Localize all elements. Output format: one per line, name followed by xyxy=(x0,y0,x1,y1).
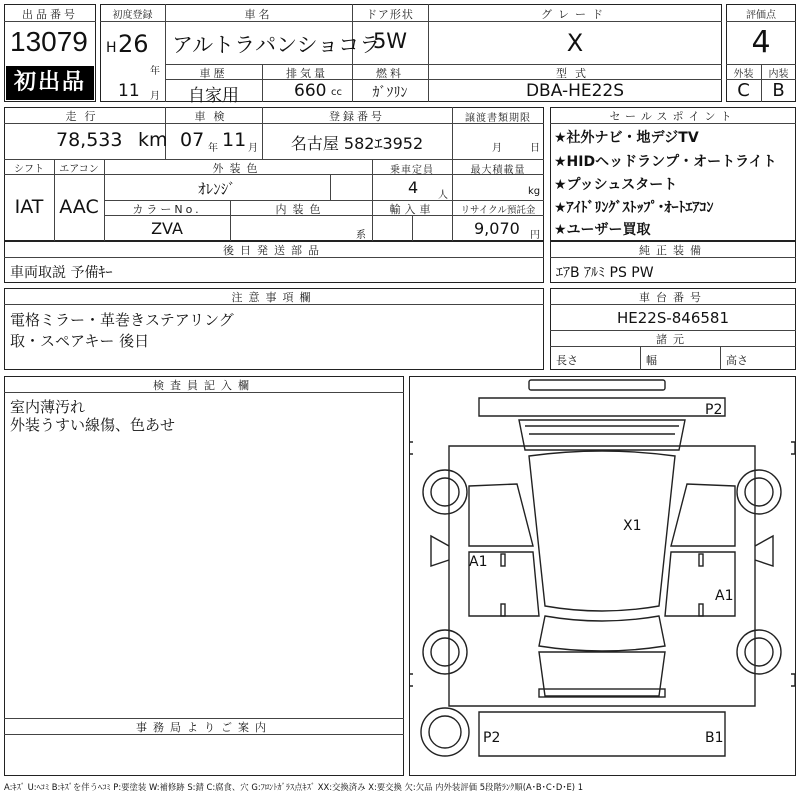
sales-point-4: ★ｱｲﾄﾞﾘﾝｸﾞｽﾄｯﾌﾟ･ｵｰﾄｴｱｺﾝ xyxy=(554,200,714,216)
capacity-value: 4 xyxy=(408,178,419,197)
inspection-year: 07 xyxy=(180,129,205,151)
displacement-header: 排気量 xyxy=(286,67,328,80)
recycle-unit: 円 xyxy=(530,230,540,241)
doors-value: 5W xyxy=(372,29,408,53)
color-no-header: カラーNo. xyxy=(132,203,202,216)
fuel-value: ｶﾞｿﾘﾝ xyxy=(372,85,408,101)
later-parts-header: 後日発送部品 xyxy=(223,244,325,257)
first-listing-badge: 初出品 xyxy=(6,66,94,100)
doors-header: ドア形状 xyxy=(366,8,414,21)
sales-point-5: ★ユーザー買取 xyxy=(554,222,651,238)
score-header: 評価点 xyxy=(746,10,776,21)
interior-grade-value: B xyxy=(772,80,785,101)
transfer-docs-day-unit: 日 xyxy=(530,143,540,154)
exterior-grade-value: C xyxy=(737,80,750,101)
lot-number: 13079 xyxy=(10,26,88,57)
interior-color-unit: 系 xyxy=(356,230,366,241)
exterior-color-value: ｵﾚﾝｼﾞ xyxy=(198,180,236,198)
inspection-header: 車検 xyxy=(194,110,233,123)
plate-header: 登録番号 xyxy=(329,110,385,123)
capacity-unit: 人 xyxy=(438,190,448,201)
sales-point-2: ★HIDヘッドランプ・オートライト xyxy=(554,154,777,170)
chassis-header: 車台番号 xyxy=(639,291,707,304)
later-parts-value: 車両取説 予備ｷｰ xyxy=(10,265,113,281)
exterior-grade-header: 外装 xyxy=(733,69,754,80)
first-reg-year-unit: 年 xyxy=(150,66,160,77)
color-no-value: ZVA xyxy=(151,219,183,238)
car-name-header: 車名 xyxy=(244,8,273,21)
first-reg-era: H xyxy=(106,40,117,56)
notes-header: 注意事項欄 xyxy=(231,291,317,304)
inspector-header: 検査員記入欄 xyxy=(153,379,255,392)
mileage-value: 78,533 xyxy=(56,129,123,151)
inspector-box xyxy=(4,376,404,776)
first-reg-month: 11 xyxy=(118,81,140,101)
inspection-month-unit: 月 xyxy=(248,143,258,154)
mark-x1: X1 xyxy=(623,518,642,534)
specs-height-label: 高さ xyxy=(726,354,748,367)
exterior-color-header: 外装色 xyxy=(212,162,264,175)
damage-legend: A:ｷｽﾞ U:ﾍｺﾐ B:ｷｽﾞを伴うﾍｺﾐ P:要塗装 W:補修跡 S:錆 C:腐食、穴 G:ﾌﾛﾝﾄｶﾞﾗｽ点ｷｽﾞ XX:交換済み X:要交換 欠:欠品 内外装評価 5段階ﾗﾝｸ順(A･B･C･D･E) 1 xyxy=(4,782,584,792)
history-header: 車歴 xyxy=(199,67,228,80)
notes-line-2: 取・スペアキー 後日 xyxy=(10,332,150,350)
office-header: 事務局よりご案内 xyxy=(136,721,272,734)
displacement-value: 660 xyxy=(294,81,327,101)
notes-line-1: 電格ミラー・革巻きステアリング xyxy=(10,311,234,329)
first-reg-year: 26 xyxy=(118,30,149,58)
mileage-header: 走行 xyxy=(65,110,104,123)
inspector-line-2: 外装うすい線傷、色あせ xyxy=(10,416,176,434)
lot-header: 出品番号 xyxy=(22,8,78,21)
fuel-header: 燃料 xyxy=(376,67,404,80)
max-load-header: 最大積載量 xyxy=(470,165,526,176)
transfer-docs-header: 譲渡書類期限 xyxy=(465,113,531,124)
mark-p2-bottom: P2 xyxy=(483,730,501,746)
transfer-docs-month-unit: 月 xyxy=(492,143,502,154)
score-value: 4 xyxy=(751,25,771,60)
specs-length-label: 長さ xyxy=(556,354,578,367)
car-name-value: アルトラパンショコラ xyxy=(172,33,381,57)
inspector-line-1: 室内薄汚れ xyxy=(10,398,86,416)
import-header: 輸入車 xyxy=(389,203,435,216)
recycle-value: 9,070 xyxy=(474,219,520,238)
inspection-month: 11 xyxy=(222,129,247,151)
mark-b1: B1 xyxy=(705,730,724,746)
aircon-value: AAC xyxy=(59,196,99,218)
specs-header: 諸元 xyxy=(656,333,690,346)
mark-p2-top: P2 xyxy=(705,402,723,418)
capacity-header: 乗車定員 xyxy=(390,165,434,176)
genuine-equipment-value: ｴｱB ｱﾙﾐ PS PW xyxy=(556,265,654,281)
interior-grade-header: 内装 xyxy=(768,69,789,80)
car-damage-diagram xyxy=(409,376,795,776)
sales-point-1: ★社外ナビ・地デジTV xyxy=(554,130,699,146)
mark-a1-left: A1 xyxy=(469,554,488,570)
aircon-header: エアコン xyxy=(59,164,99,175)
sales-points-header: セールスポイント xyxy=(609,110,737,123)
grade-header: グレード xyxy=(541,8,609,21)
recycle-header: リサイクル預託金 xyxy=(460,205,536,216)
chassis-value: HE22S-846581 xyxy=(616,309,730,327)
mileage-unit: km xyxy=(138,129,168,151)
plate-value: 名古屋 582ｴ3952 xyxy=(290,134,424,153)
max-load-unit: kg xyxy=(528,186,541,197)
shift-header: シフト xyxy=(14,164,44,175)
first-reg-month-unit: 月 xyxy=(150,91,160,102)
grade-value: X xyxy=(566,29,584,57)
mark-a1-right: A1 xyxy=(715,588,734,604)
displacement-unit: cc xyxy=(331,87,342,98)
inspection-year-unit: 年 xyxy=(208,143,218,154)
model-code-header: 型式 xyxy=(556,67,594,80)
interior-color-header: 内装色 xyxy=(275,203,327,216)
history-value: 自家用 xyxy=(188,86,239,106)
sales-point-3: ★プッシュスタート xyxy=(554,177,678,193)
specs-width-label: 幅 xyxy=(646,354,657,367)
model-code-value: DBA-HE22S xyxy=(525,81,625,101)
shift-value: IAT xyxy=(14,196,44,218)
first-reg-header: 初度登録 xyxy=(112,10,153,21)
genuine-equipment-header: 純正装備 xyxy=(639,244,707,257)
